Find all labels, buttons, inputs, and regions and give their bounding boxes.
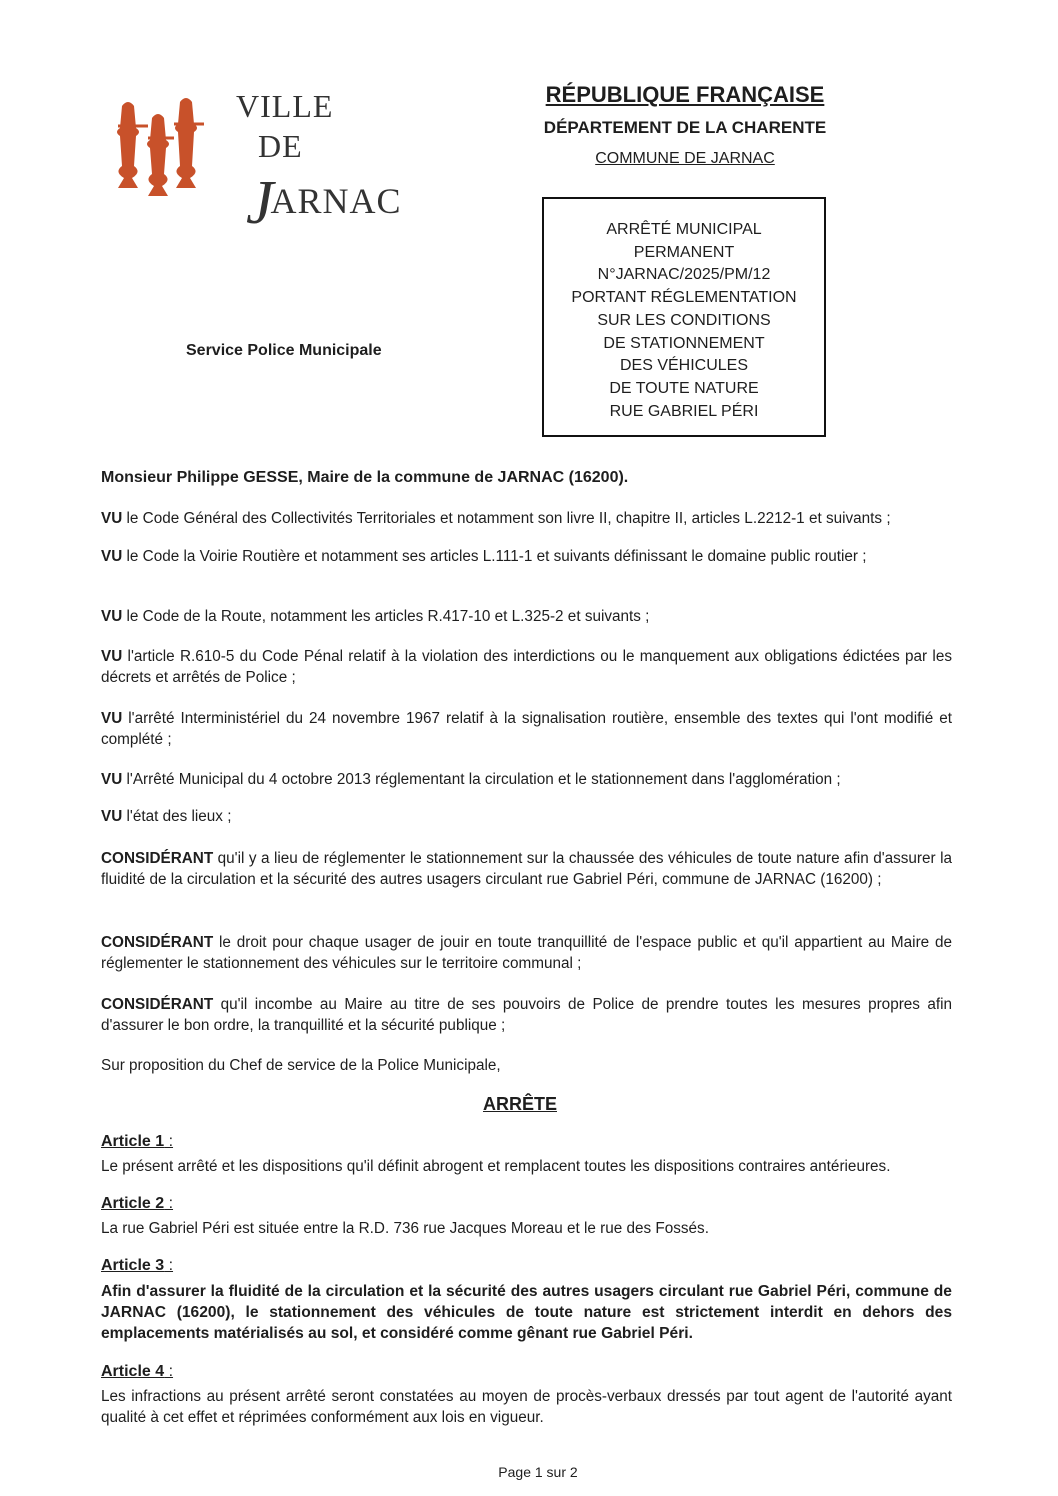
vu-text: l'article R.610-5 du Code Pénal relatif à la violation des interdictions ou le manquement aux obligations édictées par les décrets et arrêtés de Police ;: [101, 648, 952, 686]
vu-text: l'Arrêté Municipal du 4 octobre 2013 réglementant la circulation et le stationnement dans l'agglomération ;: [126, 771, 841, 788]
vu-label: VU: [101, 648, 123, 665]
title-line: RUE GABRIEL PÉRI: [609, 402, 759, 420]
service-label: Service Police Municipale: [186, 342, 382, 359]
vu-text: le Code de la Route, notamment les articles R.417-10 et L.325-2 et suivants ;: [126, 608, 650, 625]
article-heading: [101, 1133, 173, 1151]
considerant-label: CONSIDÉRANT: [101, 850, 214, 867]
logo-word-jarnac: [246, 168, 402, 239]
title-line: SUR LES CONDITIONS: [597, 311, 771, 329]
article-heading-label: Article 2: [101, 1195, 165, 1212]
vu-paragraph: [101, 646, 952, 688]
article-heading-label: Article 4: [101, 1363, 165, 1380]
article-text: La rue Gabriel Péri est située entre la R.D. 736 rue Jacques Moreau et le rue des Fossés.: [101, 1220, 709, 1237]
vu-text: l'arrêté Interministériel du 24 novembre 1967 relatif à la signalisation routière, ensemble des textes qui l'ont modifié et complété ;: [101, 710, 952, 748]
page-number: Page 1 sur 2: [498, 1464, 578, 1480]
title-line: PERMANENT: [633, 243, 735, 261]
vu-text: le Code Général des Collectivités Territoriales et notamment son livre II, chapitre II, articles L.2212-1 et suivants ;: [126, 510, 891, 527]
considerant-paragraph: [101, 932, 952, 974]
republic-heading: RÉPUBLIQUE FRANÇAISE: [545, 82, 825, 107]
article-text: Les infractions au présent arrêté seront constatées au moyen de procès-verbaux dressés par tout agent de l'autorité ayant qualité à cet effet et réprimées conformément aux lois en vigueur.: [101, 1388, 952, 1426]
considerant-text: qu'il y a lieu de réglementer le stationnement sur la chaussée des véhicules de toute nature afin d'assurer la fluidité de la circulation et la sécurité des autres usagers circulant rue Gabriel Péri, commune de JARNAC (16200) ;: [101, 850, 953, 888]
considerant-text: qu'il incombe au Maire au titre de ses pouvoirs de Police de prendre toutes les mesures propres afin d'assurer le bon ordre, la tranquillité et la sécurité publique ;: [101, 996, 952, 1034]
title-line: DES VÉHICULES: [619, 357, 749, 375]
arrete-heading: ARRÊTE: [482, 1094, 557, 1114]
considerant-paragraph: [101, 994, 952, 1036]
article-text: Le présent arrêté et les dispositions qu'il définit abrogent et remplacent toutes les dispositions contraires antérieures.: [101, 1158, 891, 1175]
article-heading: [101, 1363, 173, 1381]
intro-paragraph: Monsieur Philippe GESSE, Maire de la commune de JARNAC (16200).: [101, 469, 629, 486]
title-line: ARRÊTÉ MUNICIPAL: [606, 221, 762, 238]
article-text: Afin d'assurer la fluidité de la circulation et la sécurité des autres usagers circulant rue Gabriel Péri, commune de JARNAC (16200), le stationnement des véhicules de toute nature est strictement interdit en dehors des emplacements matérialisés au sol, et considéré comme gênant rue Gabriel Péri.: [101, 1283, 952, 1342]
proposition-paragraph: Sur proposition du Chef de service de la Police Municipale,: [101, 1057, 501, 1074]
article-heading-colon: :: [164, 1257, 174, 1274]
article-heading-colon: :: [164, 1363, 174, 1380]
considerant-label: CONSIDÉRANT: [101, 996, 214, 1013]
vu-text: le Code la Voirie Routière et notamment ses articles L.111-1 et suivants définissant le domaine public routier ;: [126, 548, 867, 565]
vu-paragraph: [101, 708, 952, 750]
vu-paragraph: [101, 546, 952, 567]
considerant-text: le droit pour chaque usager de jouir en toute tranquillité de l'espace public et qu'il appartient au Maire de réglementer le stationnement des véhicules sur le territoire communal ;: [101, 934, 953, 972]
article-heading-label: Article 3: [101, 1257, 165, 1274]
vu-text: l'état des lieux ;: [126, 808, 232, 825]
article-heading-colon: :: [164, 1195, 174, 1212]
vu-label: VU: [101, 710, 123, 727]
article-heading: [101, 1257, 173, 1275]
vu-label: VU: [101, 771, 123, 788]
vu-label: VU: [101, 548, 123, 565]
title-line: DE TOUTE NATURE: [609, 379, 759, 397]
logo-word-de: DE: [258, 128, 303, 164]
article-heading: [101, 1195, 173, 1213]
vu-label: VU: [101, 608, 123, 625]
vu-label: VU: [101, 808, 123, 825]
vu-label: VU: [101, 510, 123, 527]
logo-word-ville: VILLE: [236, 88, 334, 124]
logo-word-arnac: ARNAC: [270, 181, 402, 221]
title-line: N°JARNAC/2025/PM/12: [597, 266, 771, 284]
vu-paragraph: [101, 806, 952, 827]
commune-heading: COMMUNE DE JARNAC: [595, 150, 775, 167]
logo-initial-j: J: [246, 169, 275, 237]
vu-paragraph: [101, 606, 952, 627]
jarnac-logo: [108, 88, 402, 238]
department-heading: DÉPARTEMENT DE LA CHARENTE: [543, 118, 827, 137]
vu-paragraph: [101, 769, 952, 790]
considerant-label: CONSIDÉRANT: [101, 934, 214, 951]
title-line: DE STATIONNEMENT: [603, 334, 765, 352]
considerant-paragraph: [101, 848, 952, 890]
title-box: [542, 197, 826, 437]
article-heading-colon: :: [164, 1133, 174, 1150]
vu-paragraph: [101, 508, 952, 529]
article-heading-label: Article 1: [101, 1133, 165, 1150]
jarnac-emblem-icon: [108, 96, 218, 214]
title-line: PORTANT RÉGLEMENTATION: [571, 289, 797, 307]
